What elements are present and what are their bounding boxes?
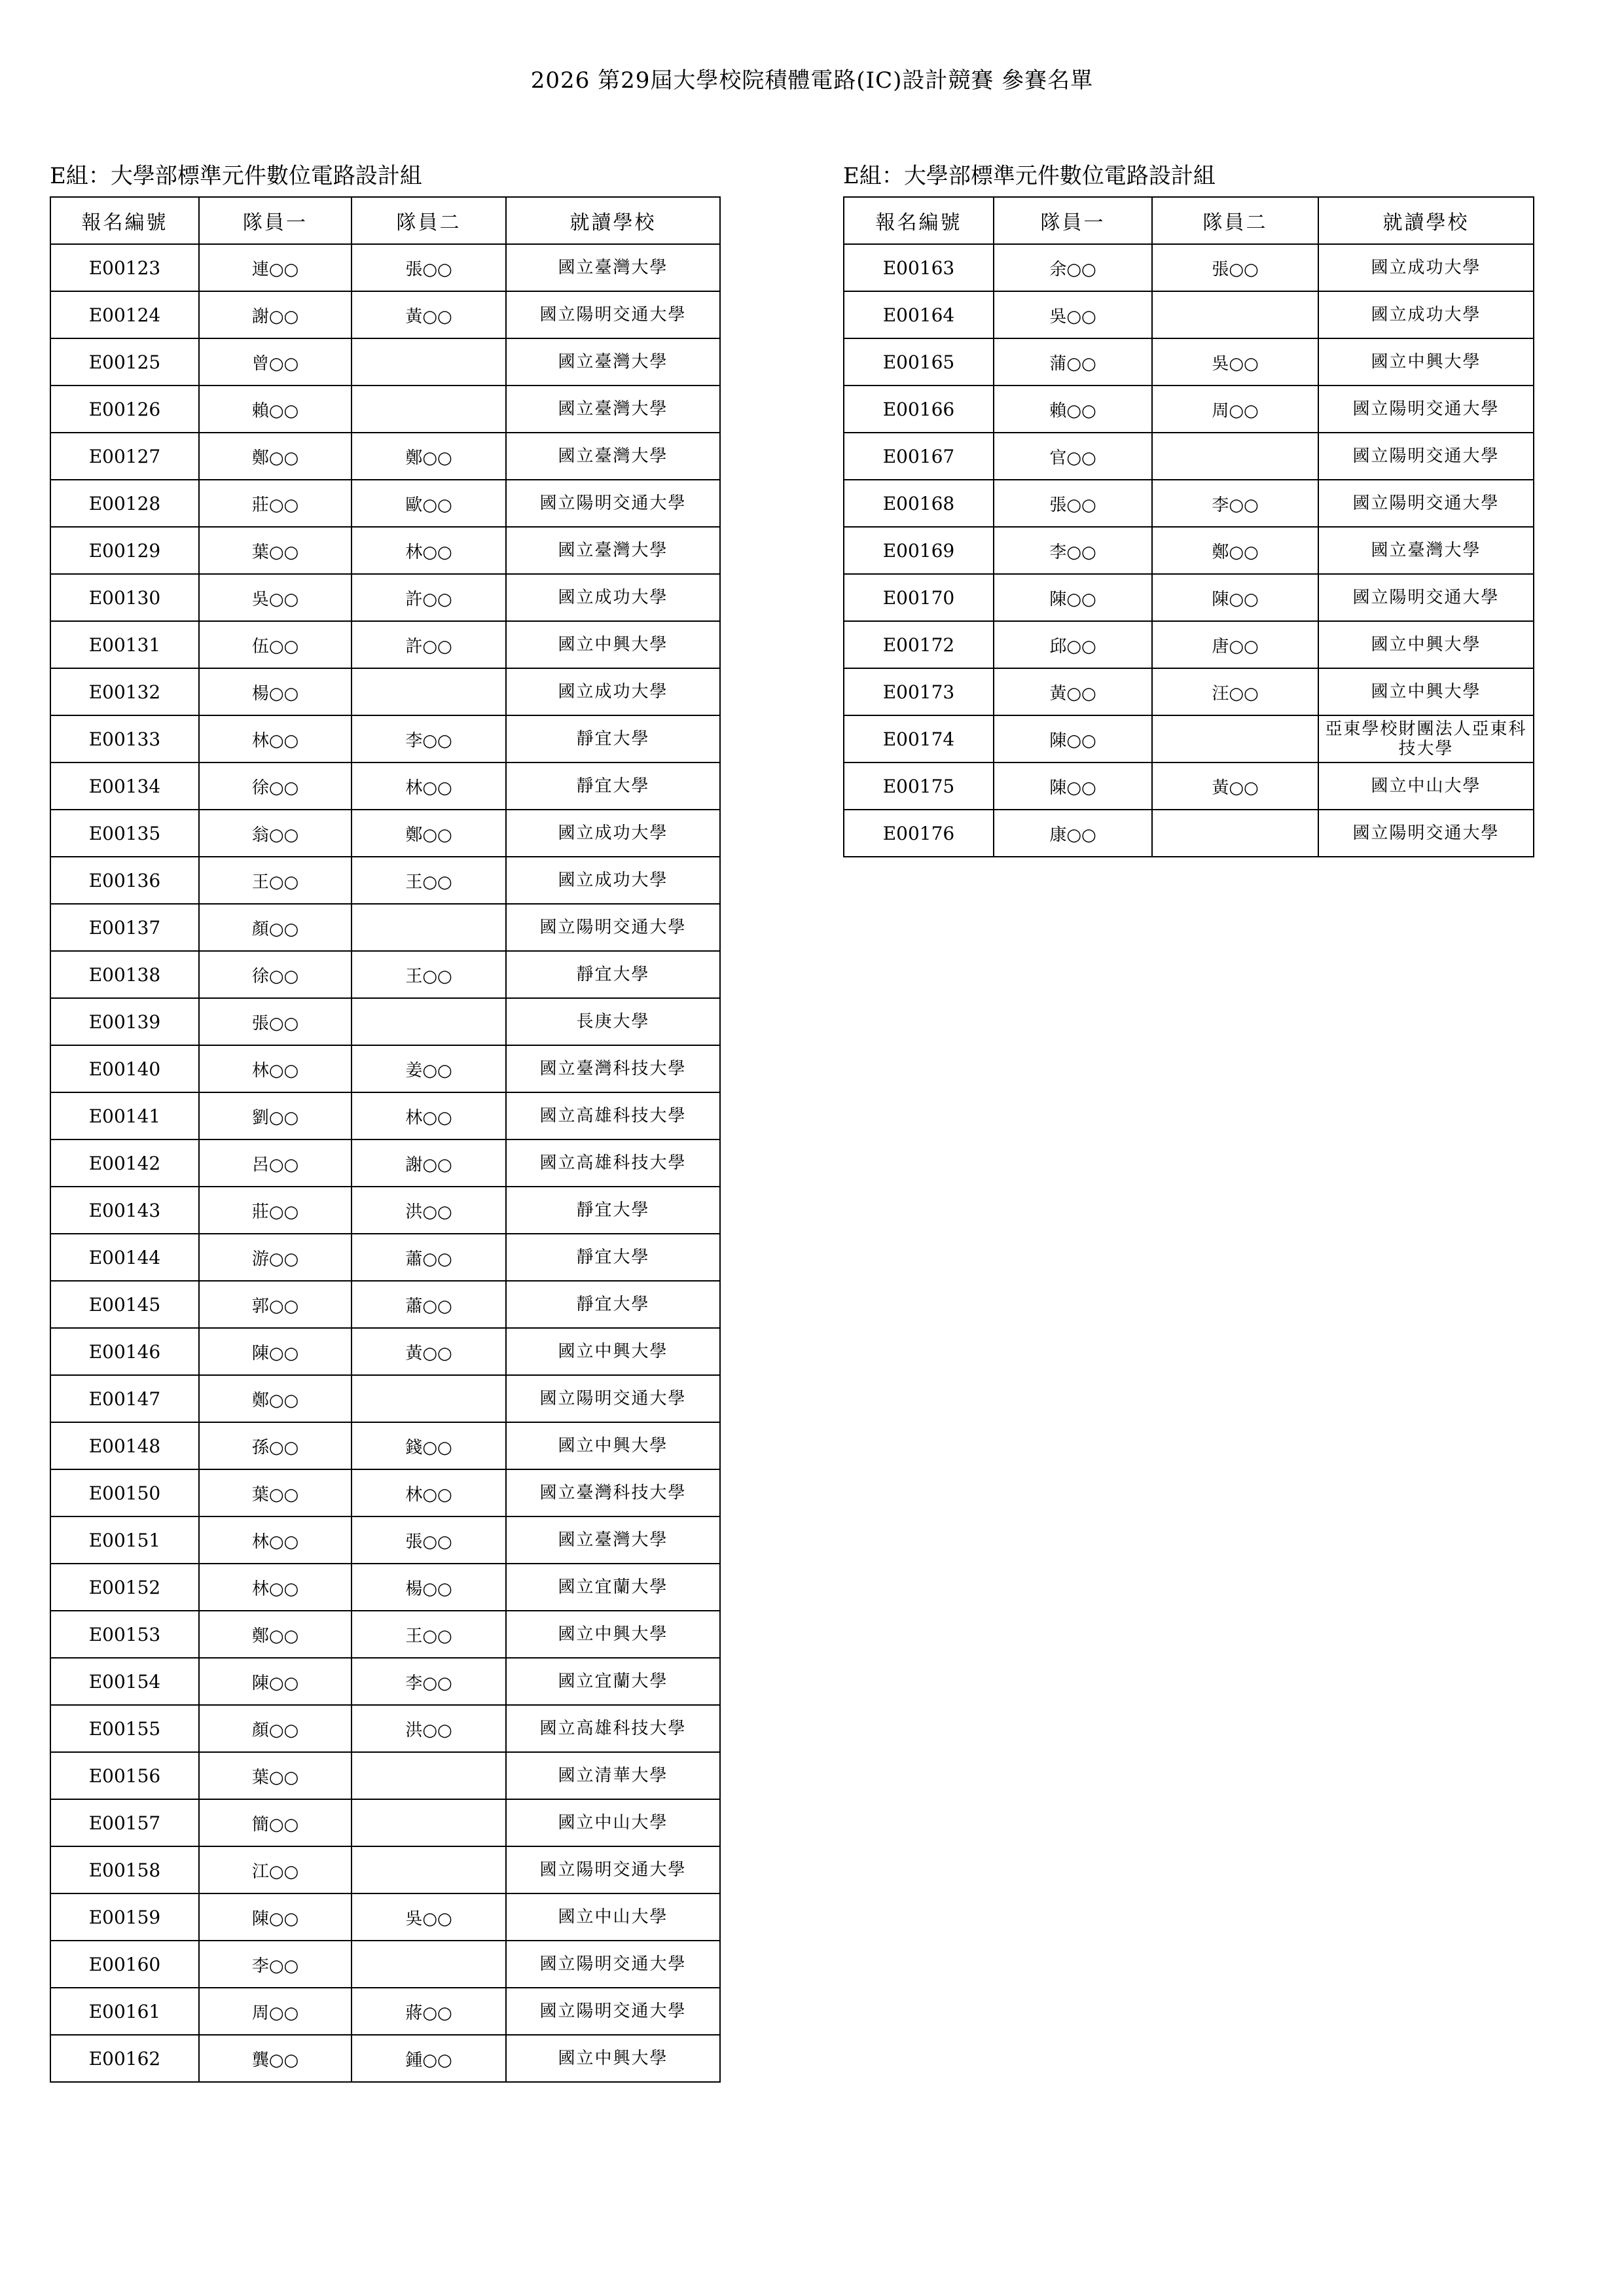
school-cell: 國立高雄科技大學 [506, 1139, 720, 1187]
table-row [50, 1234, 720, 1281]
school-cell: 靜宜大學 [506, 715, 720, 762]
registration-id-cell: E00154 [50, 1658, 199, 1705]
member-one-cell: 林○○ [199, 1516, 352, 1564]
table-row [50, 1705, 720, 1752]
school-cell: 國立高雄科技大學 [506, 1092, 720, 1139]
header-school: 就讀學校 [506, 197, 720, 244]
registration-id-cell: E00163 [844, 244, 994, 291]
school-cell: 國立中山大學 [506, 1799, 720, 1846]
member-one-cell: 吳○○ [994, 291, 1152, 338]
member-two-cell: 洪○○ [352, 1705, 506, 1752]
table-row [50, 433, 720, 480]
registration-id-cell: E00156 [50, 1752, 199, 1799]
member-one-cell: 林○○ [199, 1564, 352, 1611]
registration-id-cell: E00135 [50, 810, 199, 857]
table-row [50, 2035, 720, 2082]
registration-id-cell: E00142 [50, 1139, 199, 1187]
table-row [50, 244, 720, 291]
member-two-cell: 錢○○ [352, 1422, 506, 1469]
member-one-cell: 郭○○ [199, 1281, 352, 1328]
member-one-cell: 陳○○ [994, 574, 1152, 621]
member-two-cell: 林○○ [352, 762, 506, 810]
registration-id-cell: E00161 [50, 1988, 199, 2035]
member-one-cell: 吳○○ [199, 574, 352, 621]
member-one-cell: 伍○○ [199, 621, 352, 668]
school-cell: 國立成功大學 [506, 857, 720, 904]
table-header-row [50, 197, 720, 244]
member-one-cell: 徐○○ [199, 951, 352, 998]
registration-id-cell: E00176 [844, 810, 994, 857]
registration-id-cell: E00147 [50, 1375, 199, 1422]
registration-id-cell: E00162 [50, 2035, 199, 2082]
table-row [844, 574, 1534, 621]
registration-id-cell: E00128 [50, 480, 199, 527]
member-one-cell: 徐○○ [199, 762, 352, 810]
school-cell: 靜宜大學 [506, 1281, 720, 1328]
registration-id-cell: E00141 [50, 1092, 199, 1139]
table-row [50, 291, 720, 338]
member-one-cell: 王○○ [199, 857, 352, 904]
member-two-cell [352, 338, 506, 386]
table-row [50, 762, 720, 810]
registration-id-cell: E00144 [50, 1234, 199, 1281]
member-two-cell [352, 1799, 506, 1846]
member-one-cell: 余○○ [994, 244, 1152, 291]
school-cell: 國立陽明交通大學 [506, 1941, 720, 1988]
member-one-cell: 翁○○ [199, 810, 352, 857]
page-title: 2026 第29屆大學校院積體電路(IC)設計競賽 參賽名單 [530, 67, 1094, 94]
table-row [50, 621, 720, 668]
member-two-cell [352, 1375, 506, 1422]
member-two-cell: 張○○ [1152, 244, 1318, 291]
school-cell: 亞東學校財團法人亞東科技大學 [1318, 715, 1534, 762]
table-row [50, 338, 720, 386]
registration-id-cell: E00164 [844, 291, 994, 338]
registration-id-cell: E00150 [50, 1469, 199, 1516]
registration-id-cell: E00166 [844, 386, 994, 433]
table-row [50, 904, 720, 951]
member-two-cell: 蕭○○ [352, 1281, 506, 1328]
table-row [50, 1469, 720, 1516]
member-two-cell [352, 1752, 506, 1799]
registration-id-cell: E00136 [50, 857, 199, 904]
registration-id-cell: E00140 [50, 1045, 199, 1092]
member-one-cell: 陳○○ [199, 1893, 352, 1941]
school-cell: 國立中興大學 [1318, 668, 1534, 715]
member-two-cell: 洪○○ [352, 1187, 506, 1234]
registration-id-cell: E00175 [844, 762, 994, 810]
registration-id-cell: E00143 [50, 1187, 199, 1234]
member-one-cell: 顏○○ [199, 904, 352, 951]
member-two-cell: 王○○ [352, 1611, 506, 1658]
member-two-cell: 唐○○ [1152, 621, 1318, 668]
member-two-cell [352, 668, 506, 715]
registration-id-cell: E00168 [844, 480, 994, 527]
member-one-cell: 邱○○ [994, 621, 1152, 668]
member-two-cell: 林○○ [352, 1469, 506, 1516]
school-cell: 國立中興大學 [506, 1422, 720, 1469]
school-cell: 國立宜蘭大學 [506, 1564, 720, 1611]
member-one-cell: 謝○○ [199, 291, 352, 338]
table-row [50, 1893, 720, 1941]
right-group-section [843, 156, 1534, 857]
registration-id-cell: E00169 [844, 527, 994, 574]
school-cell: 國立陽明交通大學 [1318, 433, 1534, 480]
member-two-cell [1152, 810, 1318, 857]
member-two-cell [1152, 433, 1318, 480]
member-one-cell: 呂○○ [199, 1139, 352, 1187]
member-one-cell: 鄭○○ [199, 1375, 352, 1422]
member-two-cell: 李○○ [352, 715, 506, 762]
school-cell: 國立中興大學 [506, 2035, 720, 2082]
member-one-cell: 賴○○ [994, 386, 1152, 433]
school-cell: 國立清華大學 [506, 1752, 720, 1799]
member-one-cell: 孫○○ [199, 1422, 352, 1469]
left-group-section [50, 156, 721, 2083]
member-one-cell: 游○○ [199, 1234, 352, 1281]
school-cell: 國立中興大學 [506, 621, 720, 668]
member-two-cell: 王○○ [352, 857, 506, 904]
school-cell: 國立成功大學 [506, 810, 720, 857]
member-two-cell: 李○○ [352, 1658, 506, 1705]
member-two-cell: 黃○○ [1152, 762, 1318, 810]
header-member-one: 隊員一 [199, 197, 352, 244]
member-two-cell [352, 998, 506, 1045]
member-one-cell: 張○○ [994, 480, 1152, 527]
member-one-cell: 陳○○ [199, 1328, 352, 1375]
header-registration-id: 報名編號 [844, 197, 994, 244]
registration-id-cell: E00124 [50, 291, 199, 338]
member-one-cell: 黃○○ [994, 668, 1152, 715]
member-one-cell: 蒲○○ [994, 338, 1152, 386]
member-two-cell: 蔣○○ [352, 1988, 506, 2035]
table-row [50, 1375, 720, 1422]
member-one-cell: 林○○ [199, 715, 352, 762]
member-two-cell: 歐○○ [352, 480, 506, 527]
registration-id-cell: E00157 [50, 1799, 199, 1846]
group-heading-left: E組：大學部標準元件數位電路設計組 [50, 163, 422, 189]
registration-id-cell: E00134 [50, 762, 199, 810]
member-two-cell: 鄭○○ [352, 433, 506, 480]
header-member-one: 隊員一 [994, 197, 1152, 244]
table-row [50, 1281, 720, 1328]
school-cell: 國立陽明交通大學 [506, 904, 720, 951]
school-cell: 靜宜大學 [506, 951, 720, 998]
table-row [50, 1045, 720, 1092]
member-two-cell: 吳○○ [1152, 338, 1318, 386]
registration-id-cell: E00130 [50, 574, 199, 621]
school-cell: 國立高雄科技大學 [506, 1705, 720, 1752]
school-cell: 國立成功大學 [1318, 244, 1534, 291]
registration-id-cell: E00152 [50, 1564, 199, 1611]
member-two-cell [1152, 291, 1318, 338]
table-row [50, 1941, 720, 1988]
table-row [844, 291, 1534, 338]
school-cell: 靜宜大學 [506, 1234, 720, 1281]
registration-id-cell: E00127 [50, 433, 199, 480]
school-cell: 國立臺灣大學 [506, 338, 720, 386]
school-cell: 國立臺灣大學 [1318, 527, 1534, 574]
school-cell: 國立中興大學 [1318, 338, 1534, 386]
member-two-cell [352, 386, 506, 433]
member-two-cell: 林○○ [352, 527, 506, 574]
table-row [50, 668, 720, 715]
member-one-cell: 陳○○ [994, 762, 1152, 810]
registration-id-cell: E00126 [50, 386, 199, 433]
member-one-cell: 葉○○ [199, 1752, 352, 1799]
table-row [50, 1187, 720, 1234]
registration-id-cell: E00145 [50, 1281, 199, 1328]
member-one-cell: 鄭○○ [199, 433, 352, 480]
school-cell: 國立陽明交通大學 [1318, 810, 1534, 857]
registration-id-cell: E00131 [50, 621, 199, 668]
school-cell: 國立臺灣科技大學 [506, 1045, 720, 1092]
table-row [844, 668, 1534, 715]
member-one-cell: 莊○○ [199, 1187, 352, 1234]
member-one-cell: 葉○○ [199, 527, 352, 574]
table-row [50, 1139, 720, 1187]
school-cell: 長庚大學 [506, 998, 720, 1045]
member-two-cell: 黃○○ [352, 291, 506, 338]
table-row [50, 715, 720, 762]
school-cell: 國立臺灣科技大學 [506, 1469, 720, 1516]
school-cell: 國立中山大學 [506, 1893, 720, 1941]
registration-id-cell: E00155 [50, 1705, 199, 1752]
member-one-cell: 李○○ [994, 527, 1152, 574]
table-row [50, 1422, 720, 1469]
registration-id-cell: E00159 [50, 1893, 199, 1941]
school-cell: 國立臺灣大學 [506, 1516, 720, 1564]
registration-id-cell: E00160 [50, 1941, 199, 1988]
registration-id-cell: E00174 [844, 715, 994, 762]
table-row [50, 998, 720, 1045]
member-one-cell: 陳○○ [994, 715, 1152, 762]
school-cell: 國立臺灣大學 [506, 244, 720, 291]
header-member-two: 隊員二 [1152, 197, 1318, 244]
table-row [50, 951, 720, 998]
school-cell: 國立中興大學 [506, 1328, 720, 1375]
member-two-cell [352, 1846, 506, 1893]
school-cell: 國立成功大學 [506, 668, 720, 715]
table-row [844, 433, 1534, 480]
table-row [844, 527, 1534, 574]
member-one-cell: 莊○○ [199, 480, 352, 527]
registration-id-cell: E00125 [50, 338, 199, 386]
member-one-cell: 曾○○ [199, 338, 352, 386]
member-one-cell: 連○○ [199, 244, 352, 291]
roster-body-left [50, 244, 720, 2082]
table-row [50, 1611, 720, 1658]
member-one-cell: 顏○○ [199, 1705, 352, 1752]
table-row [50, 1092, 720, 1139]
table-row [50, 810, 720, 857]
roster-body-right [844, 244, 1534, 857]
member-two-cell: 蕭○○ [352, 1234, 506, 1281]
registration-id-cell: E00132 [50, 668, 199, 715]
registration-id-cell: E00148 [50, 1422, 199, 1469]
table-row [50, 857, 720, 904]
table-row [50, 1564, 720, 1611]
table-row [844, 762, 1534, 810]
member-one-cell: 張○○ [199, 998, 352, 1045]
school-cell: 國立陽明交通大學 [506, 1375, 720, 1422]
roster-table-left [50, 196, 721, 2083]
table-row [844, 480, 1534, 527]
member-one-cell: 賴○○ [199, 386, 352, 433]
member-two-cell: 姜○○ [352, 1045, 506, 1092]
member-one-cell: 江○○ [199, 1846, 352, 1893]
school-cell: 國立成功大學 [506, 574, 720, 621]
school-cell: 國立宜蘭大學 [506, 1658, 720, 1705]
school-cell: 國立中興大學 [1318, 621, 1534, 668]
member-one-cell: 陳○○ [199, 1658, 352, 1705]
member-two-cell: 鍾○○ [352, 2035, 506, 2082]
member-two-cell: 鄭○○ [1152, 527, 1318, 574]
registration-id-cell: E00172 [844, 621, 994, 668]
member-two-cell: 陳○○ [1152, 574, 1318, 621]
registration-id-cell: E00167 [844, 433, 994, 480]
registration-id-cell: E00165 [844, 338, 994, 386]
member-one-cell: 葉○○ [199, 1469, 352, 1516]
member-two-cell: 吳○○ [352, 1893, 506, 1941]
table-row [50, 1658, 720, 1705]
table-row [50, 1846, 720, 1893]
table-row [50, 386, 720, 433]
school-cell: 國立陽明交通大學 [506, 291, 720, 338]
school-cell: 國立中興大學 [506, 1611, 720, 1658]
registration-id-cell: E00173 [844, 668, 994, 715]
member-one-cell: 康○○ [994, 810, 1152, 857]
group-heading-right: E組：大學部標準元件數位電路設計組 [843, 163, 1216, 189]
member-one-cell: 簡○○ [199, 1799, 352, 1846]
member-two-cell: 周○○ [1152, 386, 1318, 433]
table-row [50, 1752, 720, 1799]
registration-id-cell: E00129 [50, 527, 199, 574]
member-one-cell: 劉○○ [199, 1092, 352, 1139]
registration-id-cell: E00153 [50, 1611, 199, 1658]
member-two-cell: 林○○ [352, 1092, 506, 1139]
table-header-row [844, 197, 1534, 244]
member-two-cell: 鄭○○ [352, 810, 506, 857]
school-cell: 靜宜大學 [506, 1187, 720, 1234]
school-cell: 國立成功大學 [1318, 291, 1534, 338]
school-cell: 國立臺灣大學 [506, 433, 720, 480]
registration-id-cell: E00123 [50, 244, 199, 291]
school-cell: 國立臺灣大學 [506, 527, 720, 574]
registration-id-cell: E00146 [50, 1328, 199, 1375]
school-cell: 國立陽明交通大學 [1318, 574, 1534, 621]
table-row [50, 574, 720, 621]
member-two-cell: 張○○ [352, 244, 506, 291]
member-two-cell [1152, 715, 1318, 762]
member-one-cell: 李○○ [199, 1941, 352, 1988]
member-two-cell: 謝○○ [352, 1139, 506, 1187]
school-cell: 靜宜大學 [506, 762, 720, 810]
registration-id-cell: E00137 [50, 904, 199, 951]
header-registration-id: 報名編號 [50, 197, 199, 244]
member-two-cell: 許○○ [352, 621, 506, 668]
table-row [844, 810, 1534, 857]
school-cell: 國立陽明交通大學 [506, 1988, 720, 2035]
table-row [50, 1988, 720, 2035]
table-row [50, 1799, 720, 1846]
table-row [50, 1328, 720, 1375]
member-two-cell [352, 1941, 506, 1988]
member-two-cell [352, 904, 506, 951]
member-one-cell: 鄭○○ [199, 1611, 352, 1658]
table-row [844, 621, 1534, 668]
table-row [50, 1516, 720, 1564]
table-row [844, 244, 1534, 291]
school-cell: 國立陽明交通大學 [506, 480, 720, 527]
school-cell: 國立臺灣大學 [506, 386, 720, 433]
member-one-cell: 龔○○ [199, 2035, 352, 2082]
member-two-cell: 黃○○ [352, 1328, 506, 1375]
table-row [844, 386, 1534, 433]
member-two-cell: 許○○ [352, 574, 506, 621]
school-cell: 國立陽明交通大學 [1318, 386, 1534, 433]
table-row [50, 480, 720, 527]
member-two-cell: 王○○ [352, 951, 506, 998]
registration-id-cell: E00138 [50, 951, 199, 998]
member-two-cell: 李○○ [1152, 480, 1318, 527]
school-cell: 國立中山大學 [1318, 762, 1534, 810]
roster-table-right [843, 196, 1534, 857]
member-one-cell: 官○○ [994, 433, 1152, 480]
table-row [844, 338, 1534, 386]
registration-id-cell: E00139 [50, 998, 199, 1045]
member-one-cell: 周○○ [199, 1988, 352, 2035]
registration-id-cell: E00170 [844, 574, 994, 621]
table-row [844, 715, 1534, 762]
school-cell: 國立陽明交通大學 [506, 1846, 720, 1893]
member-two-cell: 汪○○ [1152, 668, 1318, 715]
member-two-cell: 楊○○ [352, 1564, 506, 1611]
member-two-cell: 張○○ [352, 1516, 506, 1564]
member-one-cell: 林○○ [199, 1045, 352, 1092]
registration-id-cell: E00133 [50, 715, 199, 762]
school-cell: 國立陽明交通大學 [1318, 480, 1534, 527]
header-school: 就讀學校 [1318, 197, 1534, 244]
registration-id-cell: E00151 [50, 1516, 199, 1564]
header-member-two: 隊員二 [352, 197, 506, 244]
registration-id-cell: E00158 [50, 1846, 199, 1893]
member-one-cell: 楊○○ [199, 668, 352, 715]
table-row [50, 527, 720, 574]
